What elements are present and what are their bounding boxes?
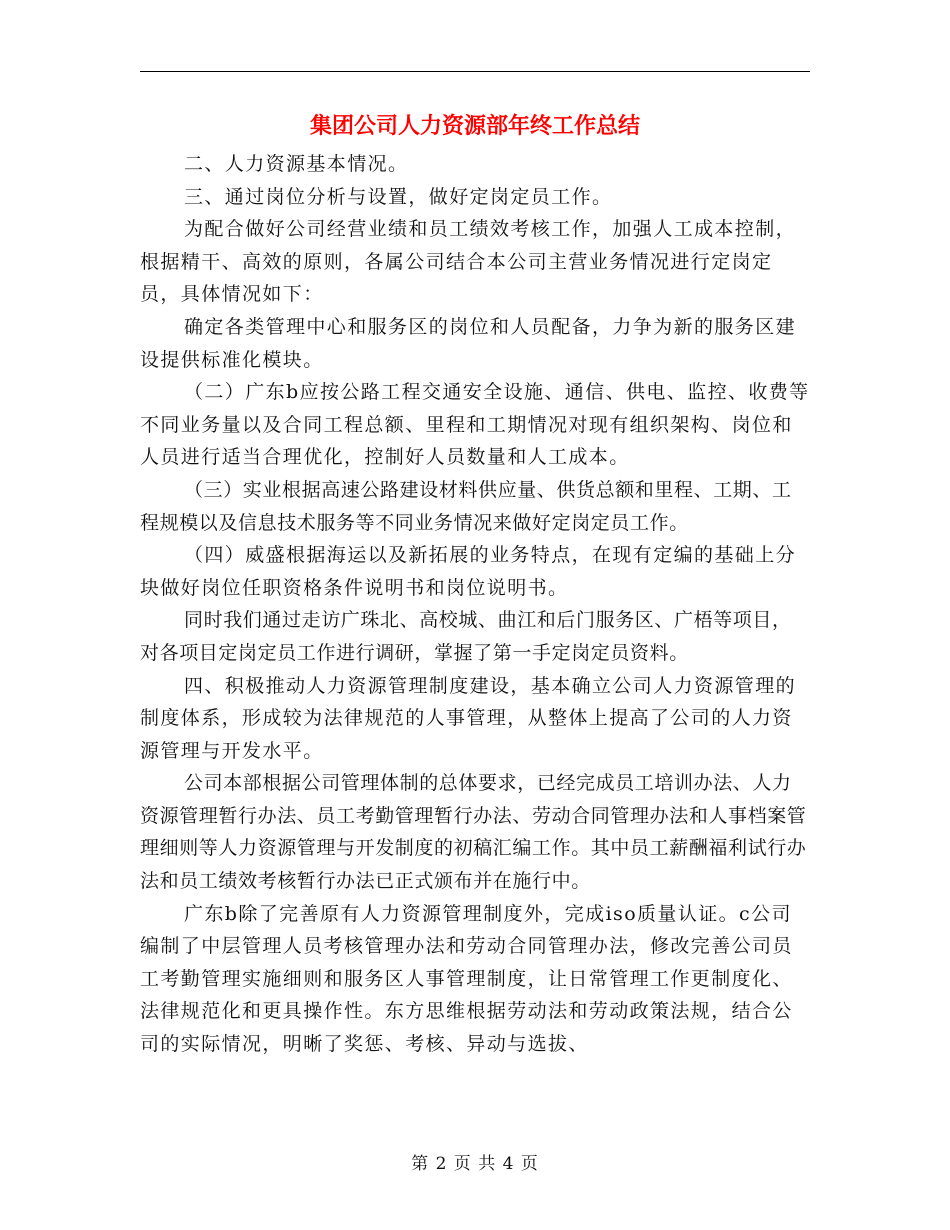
paragraph-position-analysis: 三、通过岗位分析与设置，做好定岗定员工作。 [184,185,613,208]
paragraph-service-area-staffing: 确定各类管理中心和服务区的岗位和人员配备，力争为新的服务区建设提供标准化模块。 [140,315,797,371]
paragraph-headquarters-policies: 公司本部根据公司管理体制的总体要求，已经完成员工培训办法、人力资源管理暂行办法、员工考勤管理暂行办法、劳动合同管理办法和人事档案管理细则等人力资源管理与开发制度的初稿汇编工作。其中员工薪酬福利试行办法和员工绩效考核暂行办法已正式颁布并在施行中。 [140,772,807,893]
paragraph-basic-situation: 二、人力资源基本情况。 [184,153,409,175]
paragraph-subsidiary-policies: 广东b除了完善原有人力资源管理制度外，完成iso质量认证。c公司编制了中层管理人员考核管理办法和劳动合同管理办法，修改完善公司员工考勤管理实施细则和服务区人事管理制度，让日常管理工作更制度化、法律规范化和更具操作性。东方思维根据劳动法和劳动政策法规，结合公司的实际情况，明晰了奖惩、考核、异动与选拔、 [140,902,793,1056]
page-number: 第 2 页 共 4 页 [411,1154,539,1174]
paragraph-item-three: （三）实业根据高速公路建设材料供应量、供货总额和里程、工期、工程规模以及信息技术服务等不同业务情况来做好定岗定员工作。 [140,478,792,534]
header-rule [140,71,810,72]
paragraph-site-visits: 同时我们通过走访广珠北、高校城、曲江和后门服务区、广梧等项目，对各项目定岗定员工作进行调研，掌握了第一手定岗定员资料。 [140,609,792,664]
paragraph-hr-system-building: 四、积极推动人力资源管理制度建设，基本确立公司人力资源管理的制度体系，形成较为法律规范的人事管理，从整体上提高了公司的人力资源管理与开发水平。 [140,674,797,762]
paragraph-staffing-intro: 为配合做好公司经营业绩和员工绩效考核工作，加强人工成本控制，根据精干、高效的原则，各属公司结合本公司主营业务情况进行定岗定员，具体情况如下： [140,218,797,306]
paragraph-item-four: （四）威盛根据海运以及新拓展的业务特点，在现有定编的基础上分块做好岗位任职资格条件说明书和岗位说明书。 [140,544,797,599]
document-title: 集团公司人力资源部年终工作总结 [309,114,640,139]
paragraph-item-two: （二）广东b应按公路工程交通安全设施、通信、供电、监控、收费等不同业务量以及合同工程总额、里程和工期情况对现有组织架构、岗位和人员进行适当合理优化，控制好人员数量和人工成本。 [140,381,810,469]
document-body [140,148,810,1061]
